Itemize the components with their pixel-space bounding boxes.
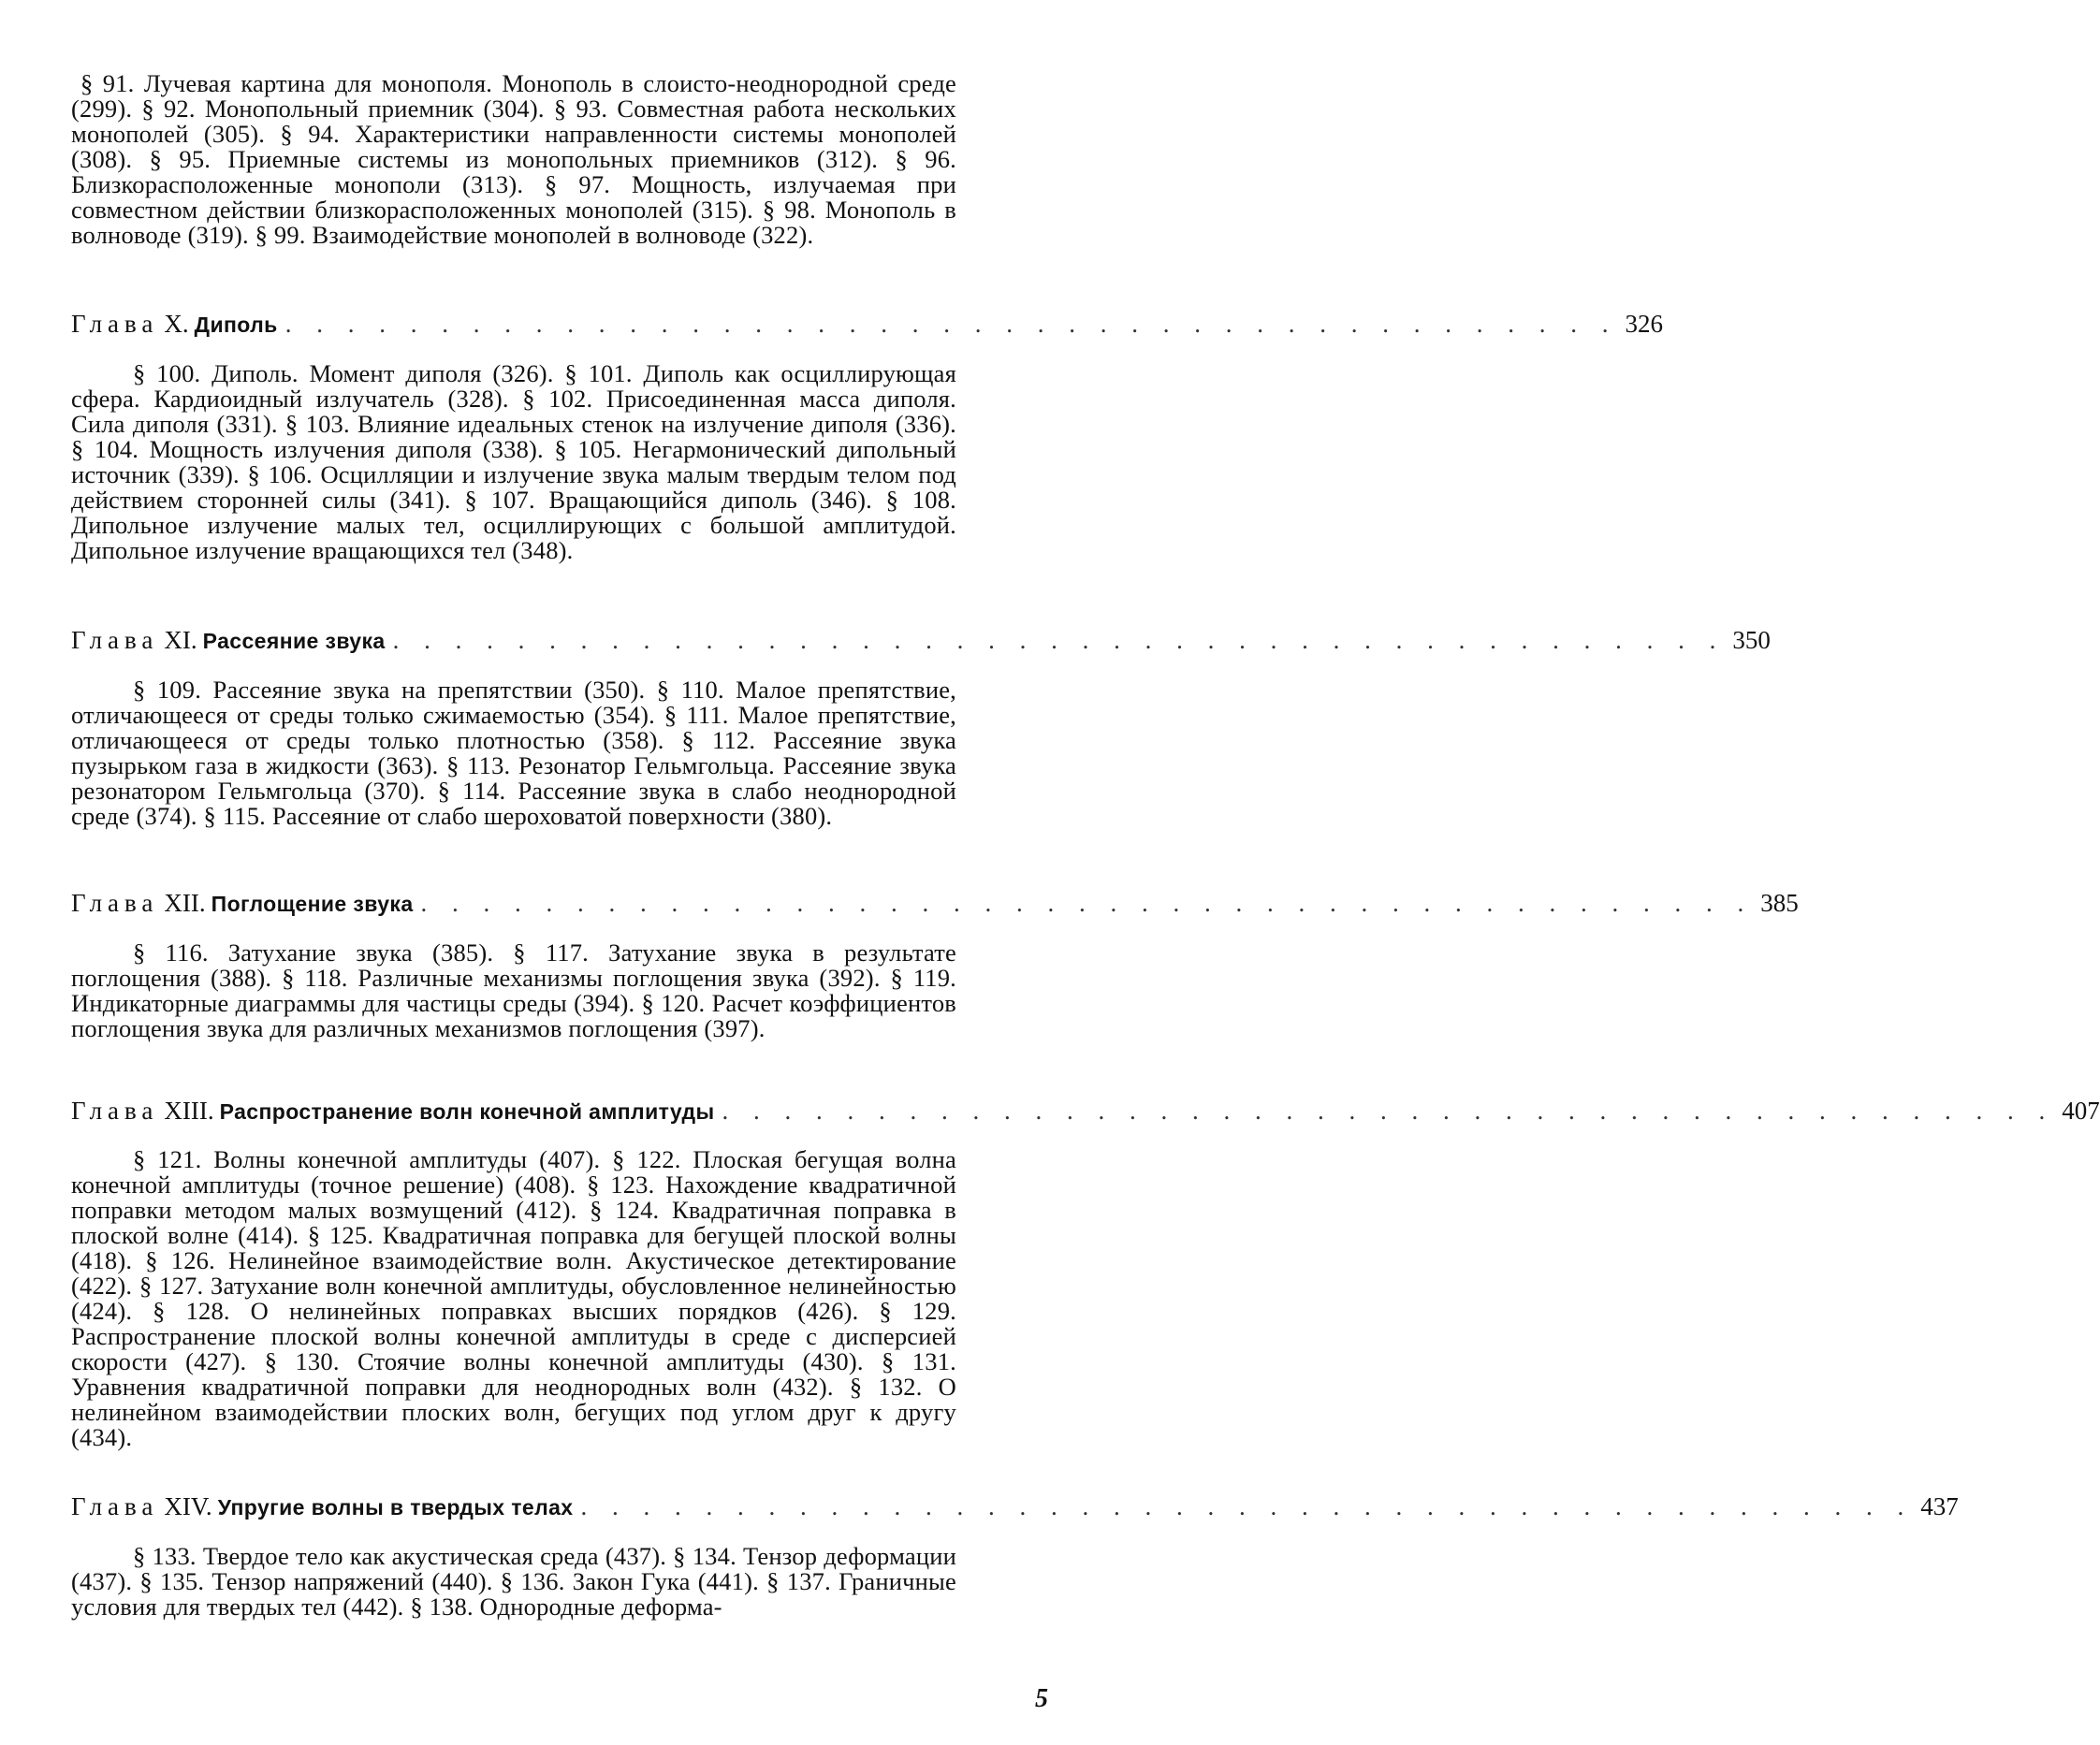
chapter-page-number: 385 (1760, 889, 1799, 917)
chapter-word: Глава (71, 1097, 159, 1125)
chapter-title: Диполь (194, 313, 278, 337)
chapter-word: Глава (71, 626, 159, 654)
chapter-page-number: 326 (1625, 310, 1663, 338)
page-number: 5 (1035, 1684, 1048, 1713)
chapter-page-number: 350 (1732, 626, 1771, 654)
chapter-page-number: 437 (1920, 1492, 1959, 1520)
chapter-title: Рассеяние звука (202, 629, 386, 653)
leader-dots: . . . . . . . . . . . . . . . . . . . . . . . . . . . . . . . . . . . . . . . . . . . (580, 1492, 1914, 1520)
chapter-title: Упругие волны в твердых телах (217, 1495, 574, 1520)
chapter-number: XII. (164, 889, 206, 917)
chapter-page-number: 407 (2062, 1097, 2100, 1125)
leader-dots: . . . . . . . . . . . . . . . . . . . . . . . . . . . . . . . . . . . . . . . . . . . (420, 889, 1754, 917)
intro-paragraph: § 91. Лучевая картина для монополя. Монополь в слоисто-неоднородной среде (299). § 92. Монопольный приемник (304). § 93. Совместная работа нескольких монополей (305). § 94. Характеристики направленности системы монополей (308). § 95. Приемные системы из монопольных приемников (312). § 96. Близкорасположенные монополи (313). § 97. Мощность, излучаемая при совместном действии близкорасположенных монополей (315). § 98. Монополь в волноводе (319). § 99. Взаимодействие монополей в волноводе (322). (71, 69, 956, 249)
chapter-paragraph-xii: § 116. Затухание звука (385). § 117. Затухание звука в результате поглощения (388). § 118. Различные механизмы поглощения звука (392). § 119. Индикаторные диаграммы для частицы среды (394). § 120. Расчет коэффициентов поглощения звука для различных механизмов поглощения (397). (71, 938, 956, 1042)
chapter-paragraph-xi: § 109. Рассеяние звука на препятствии (350). § 110. Малое препятствие, отличающееся от среды только сжимаемостью (354). § 111. Малое препятствие, отличающееся от среды только плотностью (358). § 112. Рассеяние звука пузырьком газа в жидкости (363). § 113. Резонатор Гельмгольца. Рассеяние звука резонатором Гельмгольца (370). § 114. Рассеяние звука в слабо неоднородной среде (374). § 115. Рассеяние от слабо шероховатой поверхности (380). (71, 676, 956, 830)
chapter-title: Распространение волн конечной амплитуды (219, 1099, 715, 1124)
chapter-heading-xi (71, 626, 1771, 658)
chapter-number: XI. (164, 626, 197, 654)
chapter-paragraph-xiii: § 121. Волны конечной амплитуды (407). § 122. Плоская бегущая волна конечной амплитуды (точное решение) (408). § 123. Нахождение квадратичной поправки методом малых возмущений (412). § 124. Квадратичная поправка в плоской волне (414). § 125. Квадратичная поправка для бегущей плоской волны (418). § 126. Нелинейное взаимодействие волн. Акустическое детектирование (422). § 127. Затухание волн конечной амплитуды, обусловленное нелинейностью (424). § 128. О нелинейных поправках высших порядков (426). § 129. Распространение плоской волны конечной амплитуды в среде с дисперсией скорости (427). § 130. Стоячие волны конечной амплитуды (430). § 131. Уравнения квадратичной поправки для неоднородных волн (432). § 132. О нелинейном взаимодействии плоских волн, бегущих под углом друг к другу (434). (71, 1145, 956, 1451)
leader-dots: . . . . . . . . . . . . . . . . . . . . . . . . . . . . . . . . . . . . . . . . . . . (722, 1097, 2055, 1125)
chapter-heading-xii (71, 889, 1799, 921)
chapter-word: Глава (71, 310, 159, 338)
chapter-heading-x (71, 310, 1663, 342)
chapter-heading-xiv (71, 1492, 1959, 1524)
chapter-number: X. (164, 310, 189, 338)
chapter-title: Поглощение звука (211, 892, 414, 916)
chapter-heading-xiii (71, 1097, 2100, 1128)
chapter-number: XIII. (164, 1097, 214, 1125)
chapter-word: Глава (71, 1492, 159, 1520)
chapter-paragraph-x: § 100. Диполь. Момент диполя (326). § 101. Диполь как осциллирующая сфера. Кардиоидный излучатель (328). § 102. Присоединенная масса диполя. Сила диполя (331). § 103. Влияние идеальных стенок на излучение диполя (336). § 104. Мощность излучения диполя (338). § 105. Негармонический дипольный источник (339). § 106. Осцилляции и излучение звука малым твердым телом под действием сторонней силы (341). § 107. Вращающийся диполь (346). § 108. Дипольное излучение малых тел, осциллирующих с большой амплитудой. Дипольное излучение вращающихся тел (348). (71, 359, 956, 564)
leader-dots: . . . . . . . . . . . . . . . . . . . . . . . . . . . . . . . . . . . . . . . . . . . (284, 310, 1618, 338)
chapter-word: Глава (71, 889, 159, 917)
chapter-paragraph-xiv: § 133. Твердое тело как акустическая среда (437). § 134. Тензор деформации (437). § 135. Тензор напряжений (440). § 136. Закон Гука (441). § 137. Граничные условия для твердых тел (442). § 138. Однородные деформа- (71, 1542, 956, 1621)
chapter-number: XIV. (164, 1492, 212, 1520)
leader-dots: . . . . . . . . . . . . . . . . . . . . . . . . . . . . . . . . . . . . . . . . . . . (392, 626, 1726, 654)
